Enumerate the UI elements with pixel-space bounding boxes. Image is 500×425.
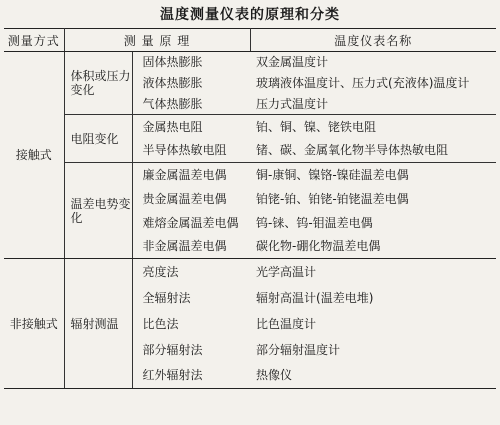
- header-principle: 测 量 原 理: [64, 29, 250, 52]
- principle-cell: 部分辐射法: [142, 342, 203, 357]
- category-radiation: 辐射测温: [64, 259, 132, 389]
- category-thermo-emf: 温差电势变化: [64, 163, 132, 259]
- principle-cell: 气体热膨胀: [132, 94, 250, 115]
- instrument-cell: 玻璃液体温度计、压力式(充液体)温度计: [256, 76, 470, 90]
- instrument-cell: 铂铑-铂、铂铑-铂铑温差电偶: [256, 191, 409, 206]
- header-instrument: 温度仪表名称: [250, 29, 496, 52]
- table-row: [4, 52, 496, 73]
- principle-cell: 金属热电阻: [142, 119, 203, 134]
- table-title: 温度测量仪表的原理和分类: [160, 7, 340, 23]
- instrument-cell: 压力式温度计: [250, 94, 496, 115]
- principle-cell: 非金属温差电偶: [132, 235, 250, 259]
- instrument-cell: 铂、铜、镍、铑铁电阻: [256, 119, 377, 134]
- classification-table: [4, 28, 496, 389]
- instrument-cell: 辐射高温计(温差电堆): [256, 290, 374, 305]
- principle-cell: 比色法: [142, 316, 179, 331]
- category-resistance: 电阻变化: [64, 115, 132, 163]
- instrument-cell: 锗、碳、金属氧化物半导体热敏电阻: [250, 139, 496, 163]
- principle-cell: 液体热膨胀: [142, 76, 203, 90]
- header-method: 测量方式: [4, 29, 64, 52]
- category-volume-pressure: 体积或压力变化: [64, 52, 132, 115]
- instrument-cell: 铜-康铜、镍铬-镍硅温差电偶: [256, 167, 409, 182]
- principle-cell: 红外辐射法: [132, 363, 250, 389]
- instrument-cell: 热像仪: [250, 363, 496, 389]
- method-noncontact: 非接触式: [4, 259, 64, 389]
- principle-cell: 固体热膨胀: [142, 55, 203, 70]
- method-contact: 接触式: [4, 52, 64, 259]
- table-row: [4, 163, 496, 187]
- table-row: [4, 115, 496, 139]
- principle-cell: 半导体热敏电阻: [132, 139, 250, 163]
- instrument-cell: 钨-铼、钨-钼温差电偶: [256, 215, 373, 230]
- instrument-cell: 部分辐射温度计: [256, 342, 341, 357]
- instrument-cell: 碳化物-硼化物温差电偶: [250, 235, 496, 259]
- principle-cell: 贵金属温差电偶: [142, 191, 227, 206]
- table-row: [4, 259, 496, 285]
- principle-cell: 亮度法: [142, 264, 179, 279]
- principle-cell: 难熔金属温差电偶: [142, 215, 239, 230]
- instrument-cell: 光学高温计: [256, 264, 317, 279]
- header-row: [4, 29, 496, 52]
- principle-cell: 全辐射法: [142, 290, 191, 305]
- principle-cell: 廉金属温差电偶: [142, 167, 227, 182]
- instrument-cell: 比色温度计: [256, 316, 317, 331]
- instrument-cell: 双金属温度计: [256, 55, 329, 70]
